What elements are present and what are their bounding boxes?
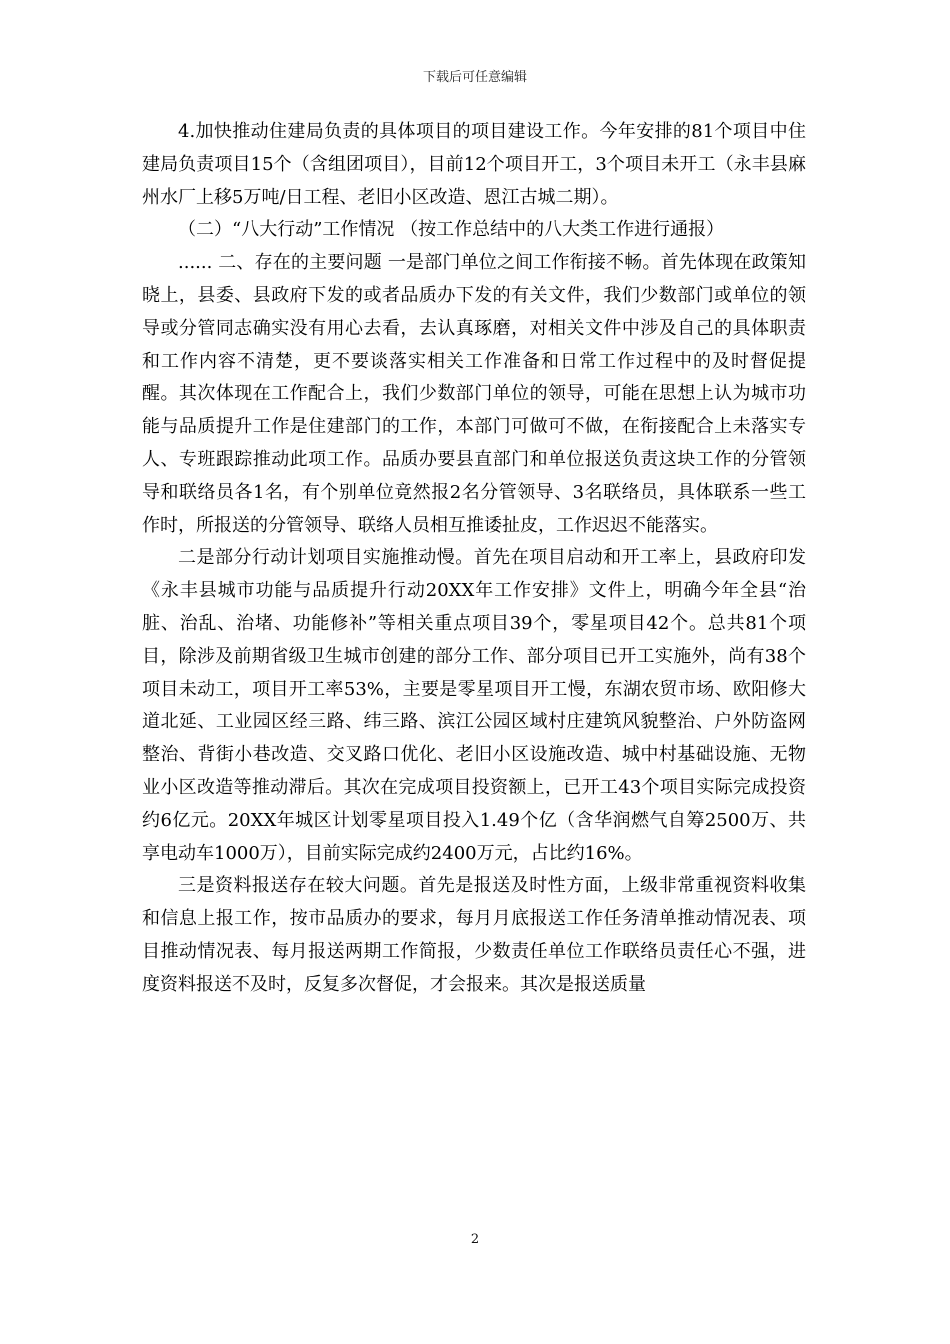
paragraph-5: 三是资料报送存在较大问题。首先是报送及时性方面，上级非常重视资料收集和信息上报工作，按市品质办的要求，每月月底报送工作任务清单推动情况表、项目推动情况表、每月报送两期工作简报，少数责任单位工作联络员责任心不强，进度资料报送不及时，反复多次督促，才会报来。其次是报送质量 [142, 875, 806, 995]
document-body [142, 116, 806, 1002]
page-number: 2 [470, 1232, 480, 1247]
paragraph-3: ...... 二、存在的主要问题 一是部门单位之间工作衔接不畅。首先体现在政策知晓上，县委、县政府下发的或者品质办下发的有关文件，我们少数部门或单位的领导或分管同志确实没有用心去看，去认真琢磨，对相关文件中涉及自己的具体职责和工作内容不清楚，更不要谈落实相关工作准备和日常工作过程中的及时督促提醒。其次体现在工作配合上，我们少数部门单位的领导，可能在思想上认为城市功能与品质提升工作是住建部门的工作，本部门可做可不做，在衔接配合上未落实专人、专班跟踪推动此项工作。品质办要县直部门和单位报送负责这块工作的分管领导和联络员各1名，有个别单位竟然报2名分管领导、3名联络员，具体联系一些工作时，所报送的分管领导、联络人员相互推诿扯皮，工作迟迟不能落实。 [142, 252, 806, 536]
paragraph-4: 二是部分行动计划项目实施推动慢。首先在项目启动和开工率上，县政府印发《永丰县城市功能与品质提升行动20XX年工作安排》文件上，明确今年全县“治脏、治乱、治堵、功能修补”等相关重点项目39个，零星项目42个。总共81个项目，除涉及前期省级卫生城市创建的部分工作、部分项目已开工实施外，尚有38个项目未动工，项目开工率53%，主要是零星项目开工慢，东湖农贸市场、欧阳修大道北延、工业园区经三路、纬三路、滨江公园区域村庄建筑风貌整治、户外防盗网整治、背街小巷改造、交叉路口优化、老旧小区设施改造、城中村基础设施、无物业小区改造等推动滞后。其次在完成项目投资额上，已开工43个项目实际完成投资约6亿元。20XX年城区计划零星项目投入1.49个亿（含华润燃气自筹2500万、共享电动车1000万），目前实际完成约2400万元，占比约16%。 [142, 547, 806, 864]
paragraph-1: 4.加快推动住建局负责的具体项目的项目建设工作。今年安排的81个项目中住建局负责项目15个（含组团项目），目前12个项目开工，3个项目未开工（永丰县麻州水厂上移5万吨/日工程、老旧小区改造、恩江古城二期）。 [142, 121, 806, 208]
page-header: 下载后可任意编辑 [422, 70, 527, 85]
paragraph-2: （二）“八大行动”工作情况 （按工作总结中的八大类工作进行通报） [178, 219, 725, 241]
